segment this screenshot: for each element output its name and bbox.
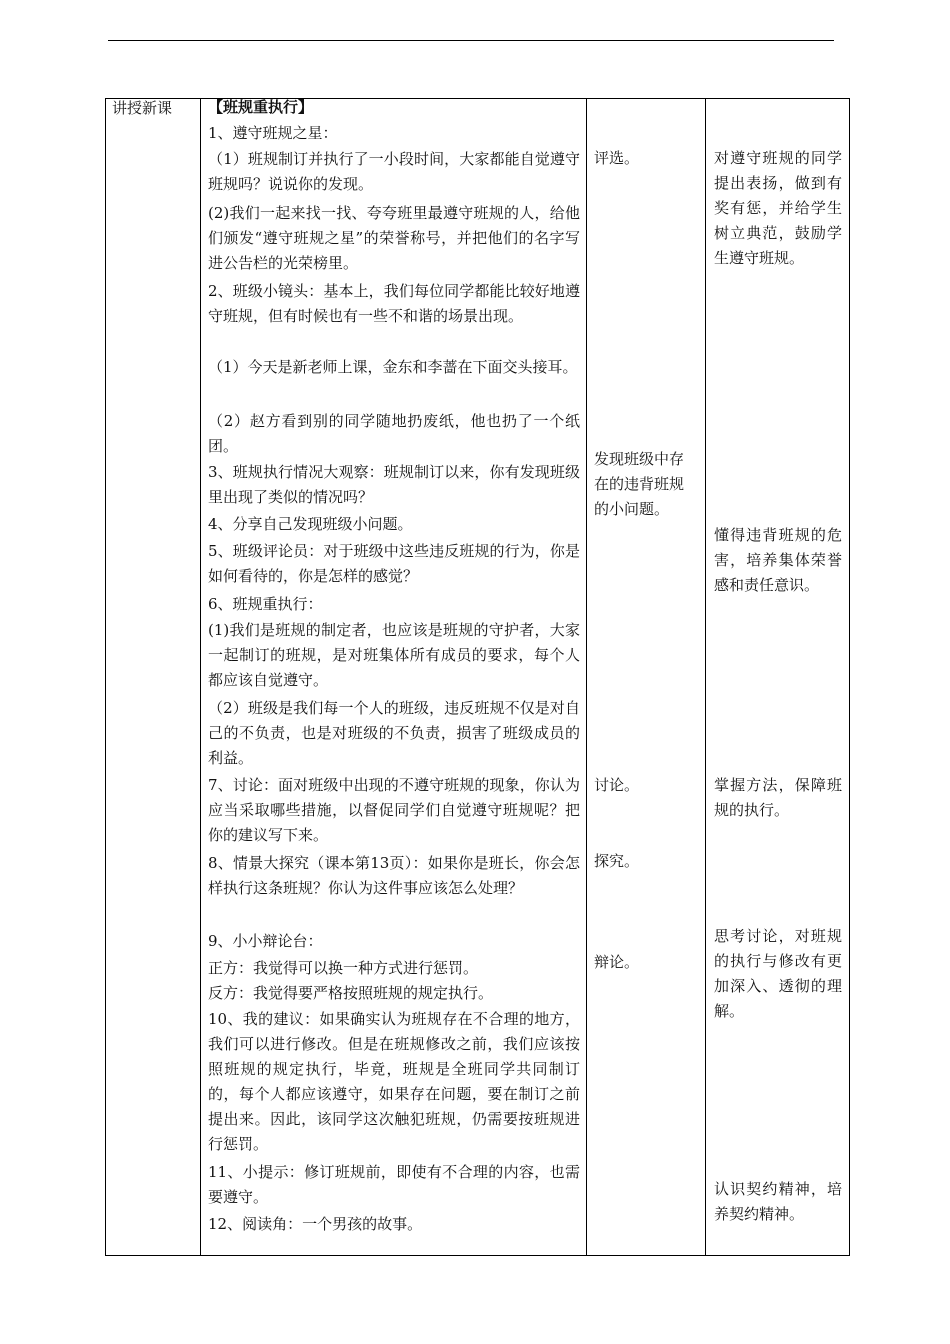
- goal-item: 懂得违背班规的危害，培养集体荣誉感和责任意识。: [714, 526, 842, 594]
- goal-cell: [706, 99, 850, 1256]
- content-cell: [201, 99, 587, 1256]
- activity-item: 发现班级中存在的违背班规的小问题。: [594, 450, 685, 518]
- content-item: 10、我的建议：如果确实认为班规存在不合理的地方，我们可以进行修改。但是在班规修改之前，我们应该按照班规的规定执行，毕竟，班规是全班同学共同制订的，每个人都应该遵守，如果存在问题，要在制订之前提出来。因此，该同学这次触犯班规，仍需要按班规进行惩罚。: [208, 1010, 580, 1153]
- content-item: 4、分享自己发现班级小问题。: [208, 515, 413, 533]
- content-item: 3、班规执行情况大观察：班规制订以来，你有发现班级里出现了类似的情况吗？: [208, 463, 580, 506]
- activity-cell: [587, 99, 706, 1256]
- content-item: （1）今天是新老师上课，金东和李蔷在下面交头接耳。: [208, 358, 578, 376]
- goal-item: 对遵守班规的同学提出表扬，做到有奖有惩，并给学生树立典范，鼓励学生遵守班规。: [714, 149, 842, 267]
- goal-item: 思考讨论，对班规的执行与修改有更加深入、透彻的理解。: [714, 927, 842, 1020]
- stage-cell: [106, 99, 201, 1256]
- table-row: [106, 99, 850, 1256]
- content-item: 1、遵守班规之星：: [208, 124, 338, 142]
- content-item: 反方：我觉得要严格按照班规的规定执行。: [208, 984, 494, 1002]
- content-item: 9、小小辩论台：: [208, 932, 323, 950]
- section-label: 讲授新课: [112, 99, 173, 117]
- content-item: 11、小提示：修订班规前，即使有不合理的内容，也需要遵守。: [208, 1163, 580, 1206]
- content-item: 7、讨论：面对班级中出现的不遵守班规的现象，你认为应当采取哪些措施，以督促同学们自觉遵守班规呢？把你的建议写下来。: [208, 776, 580, 844]
- goal-item: 认识契约精神，培养契约精神。: [714, 1180, 842, 1223]
- content-item: 6、班规重执行：: [208, 595, 323, 613]
- content-item: （1）班规制订并执行了一小段时间，大家都能自觉遵守班规吗？说说你的发现。: [208, 150, 580, 193]
- activity-item: 评选。: [594, 149, 640, 167]
- content-item: 2、班级小镜头：基本上，我们每位同学都能比较好地遵守班规，但有时候也有一些不和谐的场景出现。: [208, 282, 580, 325]
- content-item: 8、情景大探究（课本第13页）：如果你是班长，你会怎样执行这条班规？你认为这件事应该怎么处理？: [208, 854, 580, 897]
- content-item: 5、班级评论员：对于班级中这些违反班规的行为，你是如何看待的，你是怎样的感觉？: [208, 542, 580, 585]
- content-item: 12、阅读角：一个男孩的故事。: [208, 1215, 423, 1233]
- goal-item: 掌握方法，保障班规的执行。: [714, 776, 842, 819]
- activity-item: 探究。: [594, 852, 640, 870]
- content-item: （2）班级是我们每一个人的班级，违反班规不仅是对自己的不负责，也是对班级的不负责，损害了班级成员的利益。: [208, 699, 580, 767]
- content-item: 正方：我觉得可以换一种方式进行惩罚。: [208, 959, 479, 977]
- activity-item: 讨论。: [594, 776, 640, 794]
- header-rule: [108, 40, 834, 41]
- section-heading: 【班规重执行】: [208, 98, 314, 116]
- activity-item: 辩论。: [594, 953, 640, 971]
- lesson-plan-table: [105, 98, 850, 1256]
- content-item: (2)我们一起来找一找、夸夸班里最遵守班规的人，给他们颁发“遵守班规之星”的荣誉称号，并把他们的名字写进公告栏的光荣榜里。: [208, 204, 580, 272]
- content-item: （2）赵方看到别的同学随地扔废纸，他也扔了一个纸团。: [208, 412, 580, 455]
- content-item: (1)我们是班规的制定者，也应该是班规的守护者，大家一起制订的班规，是对班集体所有成员的要求，每个人都应该自觉遵守。: [208, 621, 580, 689]
